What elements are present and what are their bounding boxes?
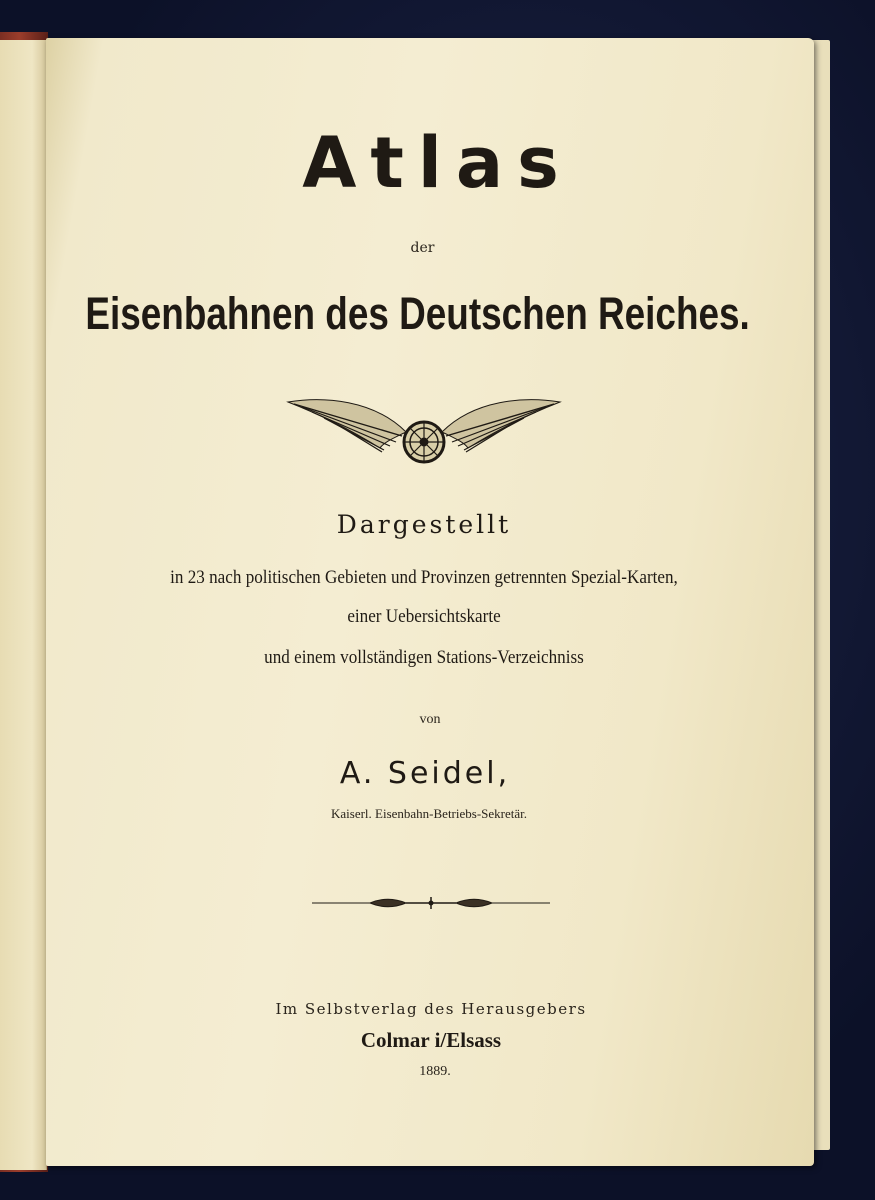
author-role: Kaiserl. Eisenbahn-Betriebs-Sekretär. [330,806,527,821]
publication-city: Colmar i/Elsass [360,1028,502,1052]
title-page [46,38,814,1166]
description-line-3: und einem vollständigen Stations-Verzeichniss [264,647,584,668]
publication-year: 1889. [419,1064,451,1079]
page-title: Atlas [302,122,573,204]
title-connector: der [410,240,435,256]
page-subtitle: Eisenbahnen des Deutschen Reiches. [85,288,750,339]
author-name: A. Seidel, [339,756,511,791]
description-line-2: einer Uebersichtskarte [347,606,501,627]
presented-heading: Dargestellt [336,510,512,539]
ornamental-rule-icon [310,896,552,910]
publisher-line: Im Selbstverlag des Herausgebers [275,1000,587,1018]
description-line-1: in 23 nach politischen Gebieten und Provinzen getrennten Spezial-Karten, [170,567,678,588]
by-label: von [419,712,441,727]
winged-wheel-icon [284,392,564,484]
